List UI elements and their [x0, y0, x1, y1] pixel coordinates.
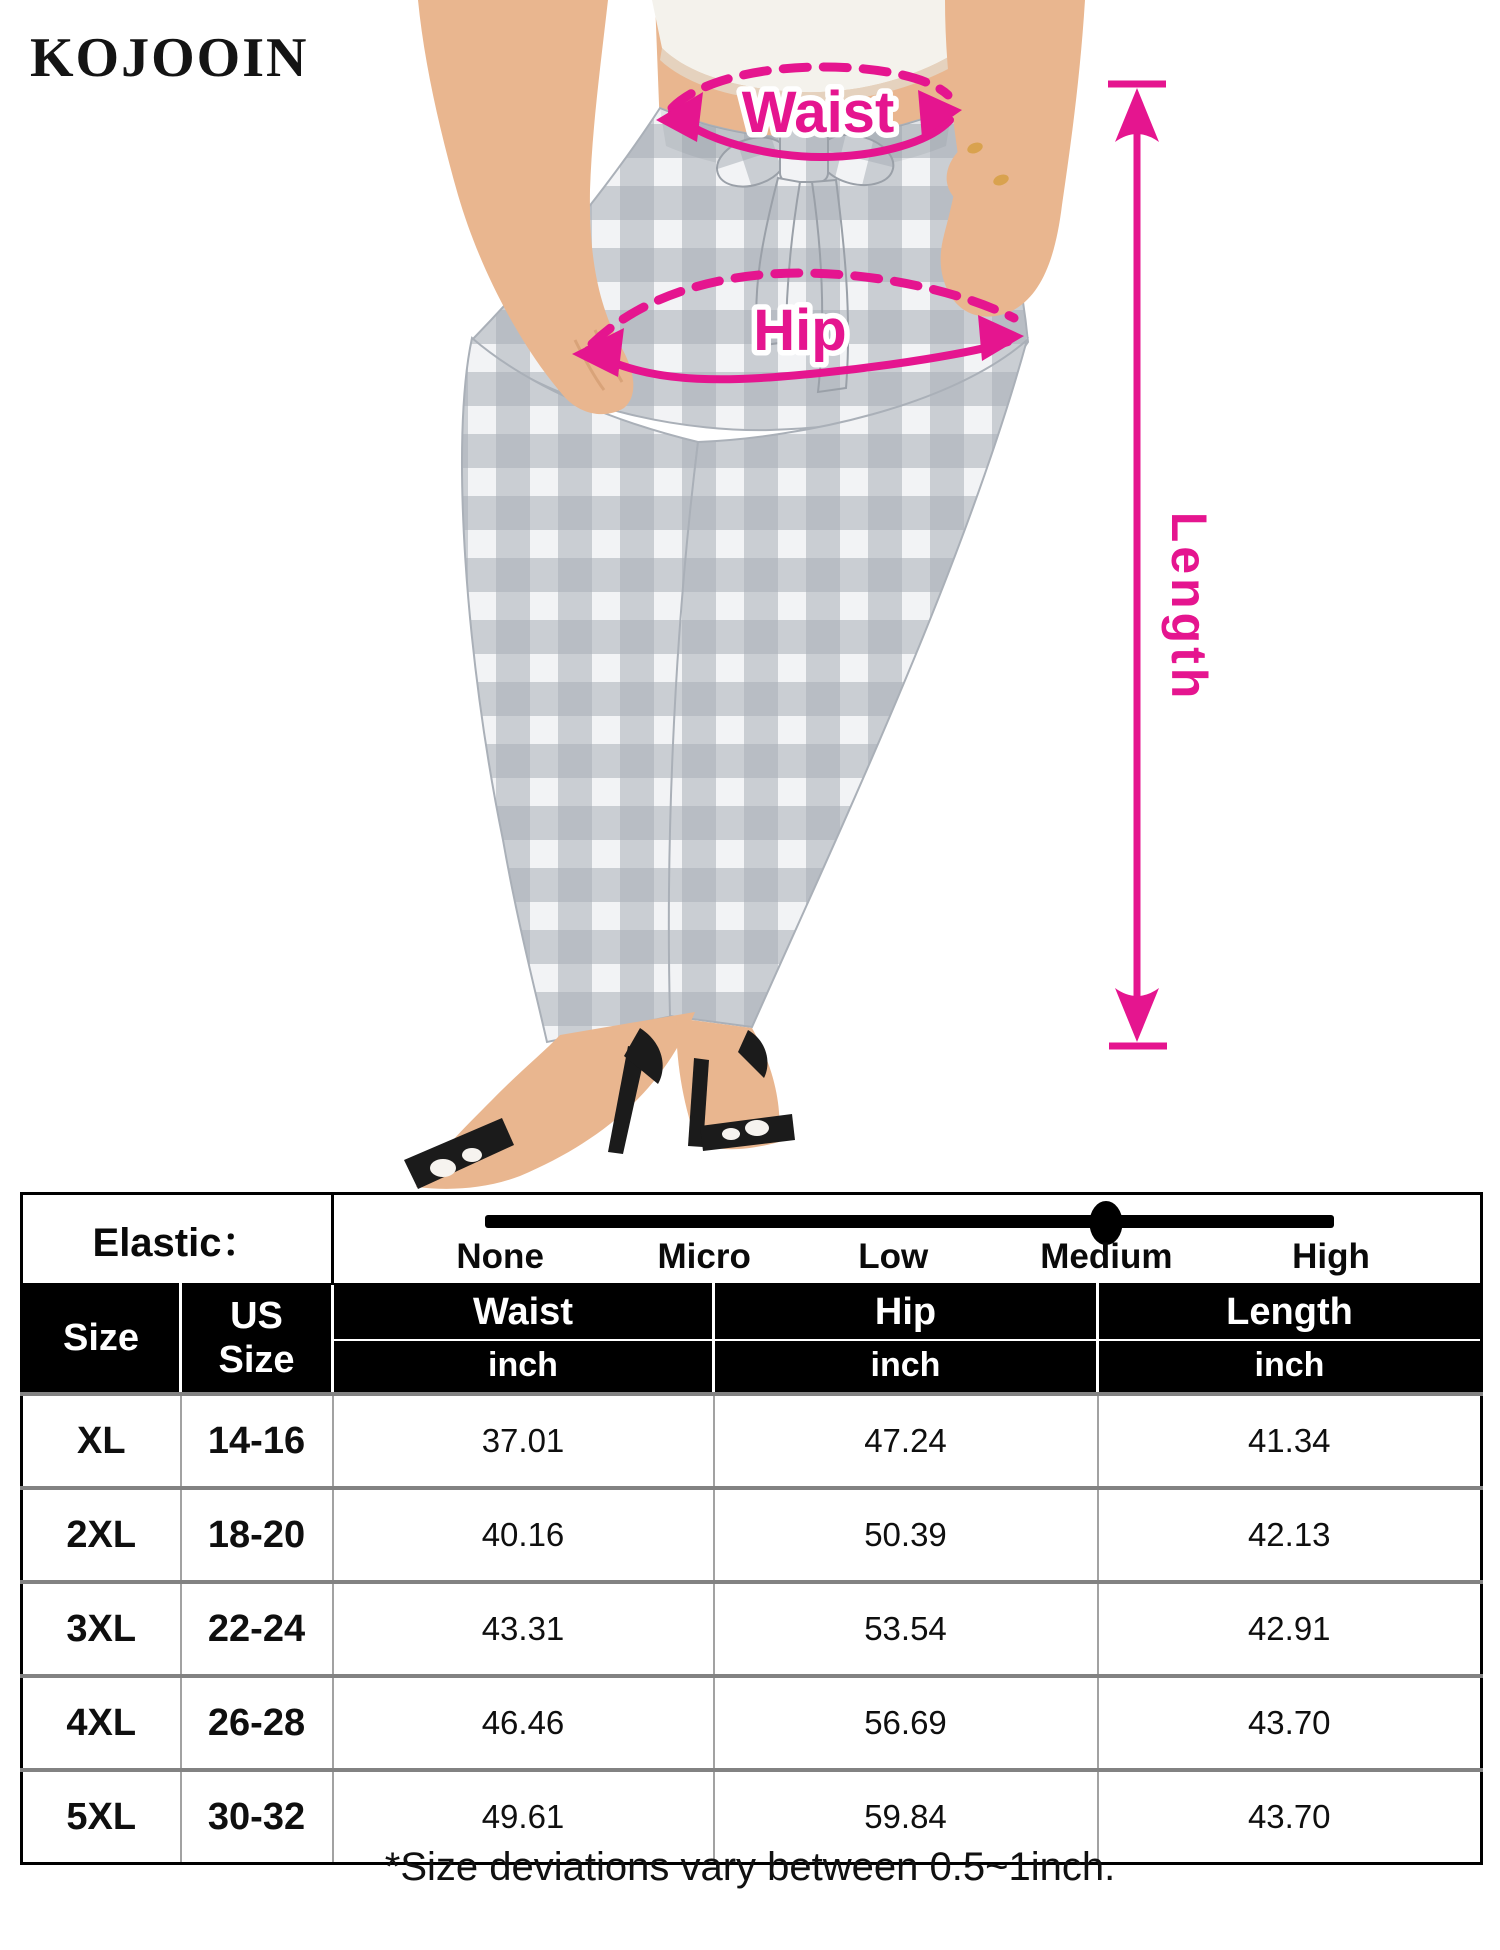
size-cell: 4XL — [22, 1676, 181, 1770]
header-waist: Waist inch — [333, 1284, 714, 1394]
table-row — [22, 1488, 1482, 1582]
elastic-slider — [334, 1195, 1480, 1283]
size-cell: 3XL — [22, 1582, 181, 1676]
elastic-label: Elastic： — [22, 1194, 333, 1285]
table-row — [22, 1582, 1482, 1676]
us-size-cell: 22-24 — [181, 1582, 333, 1676]
size-cell: 5XL — [22, 1770, 181, 1864]
us-size-cell: 30-32 — [181, 1770, 333, 1864]
waist-cell: 46.46 — [333, 1676, 714, 1770]
length-arrow-up — [1115, 88, 1159, 142]
hip-cell: 53.54 — [714, 1582, 1098, 1676]
size-cell: 2XL — [22, 1488, 181, 1582]
waist-cell: 40.16 — [333, 1488, 714, 1582]
pants-right-leg — [669, 340, 1027, 1027]
elastic-row — [22, 1194, 1482, 1285]
waist-label: Waist — [741, 80, 895, 145]
waist-cell: 43.31 — [333, 1582, 714, 1676]
length-cell: 42.13 — [1098, 1488, 1482, 1582]
hip-cell: 59.84 — [714, 1770, 1098, 1864]
hip-label: Hip — [753, 298, 847, 363]
table-row — [22, 1676, 1482, 1770]
right-shoe — [676, 1018, 795, 1151]
pants-left-leg — [462, 338, 702, 1042]
size-table — [20, 1192, 1483, 1865]
elastic-slider-cell — [333, 1194, 1482, 1285]
brand-logo: KOJOOIN — [30, 27, 309, 89]
elastic-level-low: Low — [858, 1237, 929, 1276]
header-us-size: US Size — [181, 1284, 333, 1394]
table-header-row — [22, 1284, 1482, 1394]
size-deviation-note: *Size deviations vary between 0.5~1inch. — [384, 1845, 1116, 1889]
elastic-level-micro: Micro — [657, 1237, 751, 1276]
header-size: Size — [22, 1284, 181, 1394]
length-cell: 43.70 — [1098, 1770, 1482, 1864]
length-cell: 41.34 — [1098, 1394, 1482, 1488]
length-cell: 43.70 — [1098, 1676, 1482, 1770]
size-table-section — [20, 1192, 1480, 1865]
hip-cell: 50.39 — [714, 1488, 1098, 1582]
us-size-cell: 26-28 — [181, 1676, 333, 1770]
length-cell: 42.91 — [1098, 1582, 1482, 1676]
length-annotation — [1108, 84, 1217, 1046]
elastic-level-medium: Medium — [1040, 1237, 1173, 1276]
us-size-cell: 14-16 — [181, 1394, 333, 1488]
length-label: Length — [1161, 511, 1217, 703]
elastic-level-none: None — [456, 1237, 544, 1276]
length-arrow-down — [1115, 988, 1159, 1042]
waist-cell: 49.61 — [333, 1770, 714, 1864]
elastic-slider-track — [485, 1215, 1334, 1228]
us-size-cell: 18-20 — [181, 1488, 333, 1582]
size-cell: XL — [22, 1394, 181, 1488]
elastic-levels — [334, 1235, 1480, 1279]
elastic-level-high: High — [1292, 1237, 1370, 1276]
waist-cell: 37.01 — [333, 1394, 714, 1488]
table-row — [22, 1394, 1482, 1488]
hip-cell: 56.69 — [714, 1676, 1098, 1770]
header-length: Length inch — [1098, 1284, 1482, 1394]
header-hip: Hip inch — [714, 1284, 1098, 1394]
hip-cell: 47.24 — [714, 1394, 1098, 1488]
